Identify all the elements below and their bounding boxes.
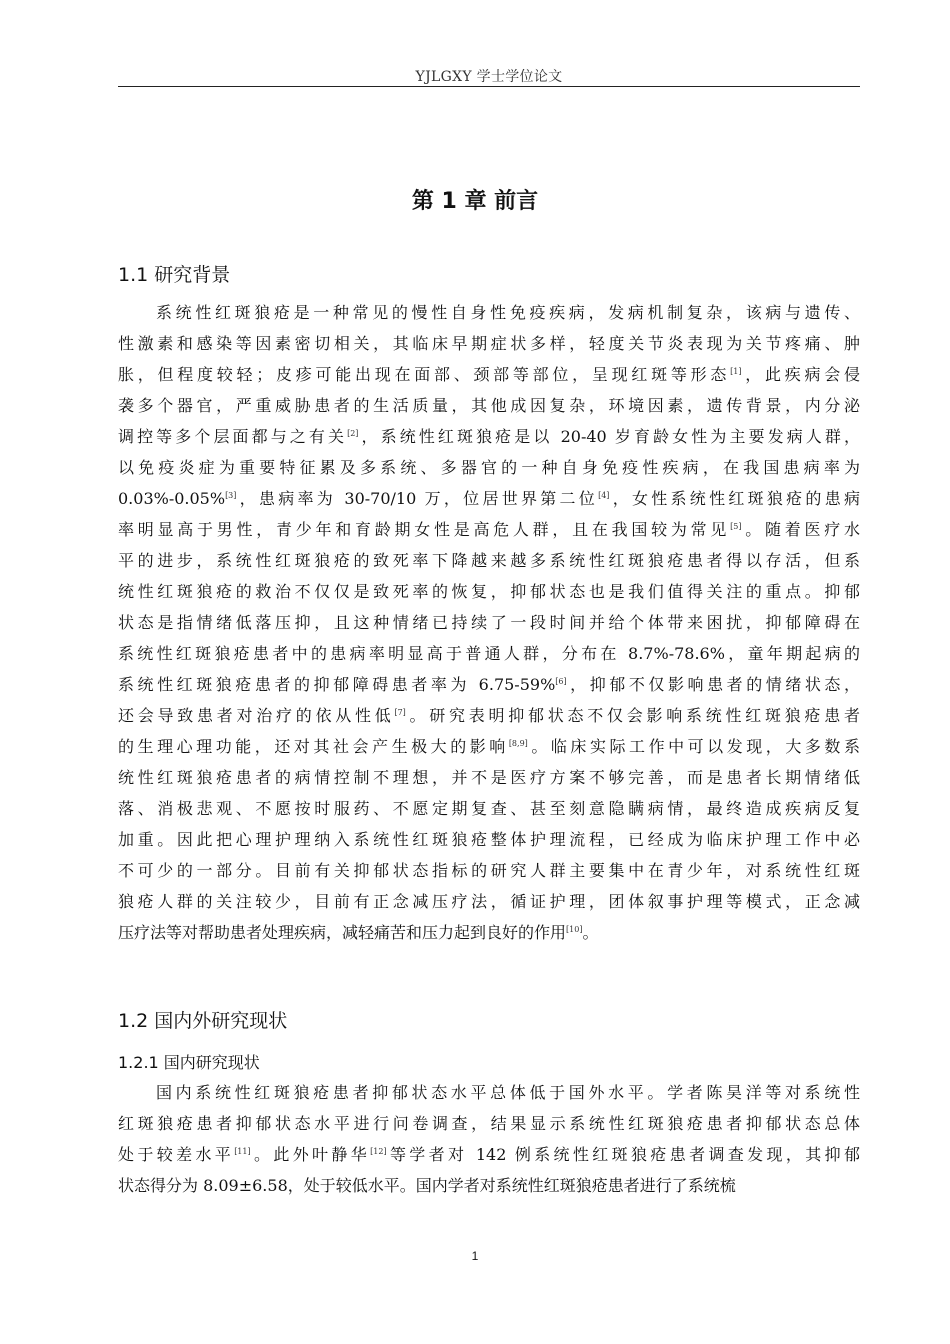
text-line (118, 762, 860, 793)
text-run: 加重。因此把心理护理纳入系统性红斑狼疮整体护理流程，已经成为临床护理工作中必 (118, 830, 860, 849)
text-run: 的生理心理功能，还对其社会产生极大的影响 (118, 737, 509, 756)
text-line (118, 700, 860, 731)
text-run: 。 (582, 923, 599, 942)
text-line (118, 576, 860, 607)
text-run: 。此外叶静华 (250, 1145, 371, 1164)
text-line (118, 1170, 860, 1201)
text-line (118, 359, 860, 390)
text-run: ，此疾病会侵 (741, 365, 860, 384)
text-line (118, 1139, 860, 1170)
citation-ref: [12] (370, 1147, 387, 1156)
citation-ref: [5] (730, 522, 742, 531)
text-run: 。随着医疗水 (741, 520, 860, 539)
text-line (118, 793, 860, 824)
citation-ref: [1] (730, 367, 742, 376)
section-heading-1-1: 1.1 研究背景 (118, 264, 231, 286)
text-line (118, 452, 860, 483)
text-run: ，女性系统性红斑狼疮的患病 (609, 489, 860, 508)
text-run: 状态是指情绪低落压抑，且这种情绪已持续了一段时间并给个体带来困扰，抑郁障碍在 (118, 613, 860, 632)
header-rule (118, 86, 860, 87)
text-line (118, 483, 860, 514)
text-line (118, 328, 860, 359)
chapter-title: 第 1 章 前言 (411, 189, 539, 214)
text-line (118, 390, 860, 421)
text-run: 平的进步，系统性红斑狼疮的致死率下降越来越多系统性红斑狼疮患者得以存活，但系 (118, 551, 860, 570)
text-run: 统性红斑狼疮患者的病情控制不理想，并不是医疗方案不够完善，而是患者长期情绪低 (118, 768, 860, 787)
page-number: 1 (471, 1249, 479, 1263)
text-run: 以免疫炎症为重要特征累及多系统、多器官的一种自身免疫性疾病，在我国患病率为 (118, 458, 860, 477)
text-run: 处于较差水平 (118, 1145, 235, 1164)
citation-ref: [8,9] (508, 739, 528, 748)
text-line (118, 545, 860, 576)
text-run: ，患病率为 30-70/10 万，位居世界第二位 (236, 489, 599, 508)
text-run: 国内系统性红斑狼疮患者抑郁状态水平总体低于国外水平。学者陈昊洋等对系统性 (156, 1083, 860, 1102)
text-run: 性激素和感染等因素密切相关，其临床早期症状多样，轻度关节炎表现为关节疼痛、肿 (118, 334, 860, 353)
citation-ref: [10] (566, 925, 583, 934)
text-line (118, 1077, 860, 1108)
paragraph-domestic-status (118, 1077, 860, 1201)
text-line (118, 514, 860, 545)
text-run: ，抑郁不仅影响患者的情绪状态， (566, 675, 860, 694)
text-run: 率明显高于男性，青少年和育龄期女性是高危人群，且在我国较为常见 (118, 520, 731, 539)
text-line (118, 421, 860, 452)
text-line (118, 917, 860, 948)
section-heading-1-2: 1.2 国内外研究现状 (118, 1010, 288, 1032)
text-run: 落、消极悲观、不愿按时服药、不愿定期复查、甚至刻意隐瞒病情，最终造成疾病反复 (118, 799, 860, 818)
text-run: ，系统性红斑狼疮是以 20-40 岁育龄女性为主要发病人群， (358, 427, 860, 446)
text-run: 0.03%-0.05% (118, 489, 226, 508)
text-line (118, 1108, 860, 1139)
citation-ref: [6] (555, 677, 567, 686)
citation-ref: [3] (225, 491, 237, 500)
text-run: 还会导致患者对治疗的依从性低 (118, 706, 395, 725)
text-run: 系统性红斑狼疮是一种常见的慢性自身性免疫疾病，发病机制复杂，该病与遗传、 (156, 303, 860, 322)
text-line (118, 855, 860, 886)
running-header: YJLGXY 学士学位论文 (415, 69, 563, 85)
paragraph-research-background (118, 297, 860, 948)
text-run: 统性红斑狼疮的救治不仅仅是致死率的恢复，抑郁状态也是我们值得关注的重点。抑郁 (118, 582, 860, 601)
text-run: 不可少的一部分。目前有关抑郁状态指标的研究人群主要集中在青少年，对系统性红斑 (118, 861, 860, 880)
subsection-heading-1-2-1: 1.2.1 国内研究现状 (118, 1053, 260, 1072)
text-line (118, 731, 860, 762)
text-run: 调控等多个层面都与之有关 (118, 427, 348, 446)
citation-ref: [4] (598, 491, 610, 500)
text-run: 。研究表明抑郁状态不仅会影响系统性红斑狼疮患者 (405, 706, 860, 725)
text-run: 状态得分为 8.09±6.58，处于较低水平。国内学者对系统性红斑狼疮患者进行了系统梳 (118, 1176, 736, 1195)
text-run: 。临床实际工作中可以发现，大多数系 (527, 737, 860, 756)
text-line (118, 669, 860, 700)
text-line (118, 607, 860, 638)
text-run: 狼疮人群的关注较少，目前有正念减压疗法，循证护理，团体叙事护理等模式，正念减 (118, 892, 860, 911)
text-line (118, 638, 860, 669)
text-run: 压疗法等对帮助患者处理疾病，减轻痛苦和压力起到良好的作用 (118, 923, 567, 942)
text-run: 系统性红斑狼疮患者的抑郁障碍患者率为 6.75-59% (118, 675, 556, 694)
citation-ref: [11] (234, 1147, 251, 1156)
text-run: 系统性红斑狼疮患者中的患病率明显高于普通人群，分布在 8.7%-78.6%，童年期起病的 (118, 644, 860, 663)
text-run: 等学者对 142 例系统性红斑狼疮患者调查发现，其抑郁 (386, 1145, 860, 1164)
text-line (118, 297, 860, 328)
text-run: 红斑狼疮患者抑郁状态水平进行问卷调查，结果显示系统性红斑狼疮患者抑郁状态总体 (118, 1114, 860, 1133)
citation-ref: [2] (347, 429, 359, 438)
citation-ref: [7] (394, 708, 406, 717)
text-run: 胀，但程度较轻；皮疹可能出现在面部、颈部等部位，呈现红斑等形态 (118, 365, 731, 384)
text-line (118, 886, 860, 917)
text-run: 袭多个器官，严重威胁患者的生活质量，其他成因复杂，环境因素，遗传背景，内分泌 (118, 396, 860, 415)
text-line (118, 824, 860, 855)
